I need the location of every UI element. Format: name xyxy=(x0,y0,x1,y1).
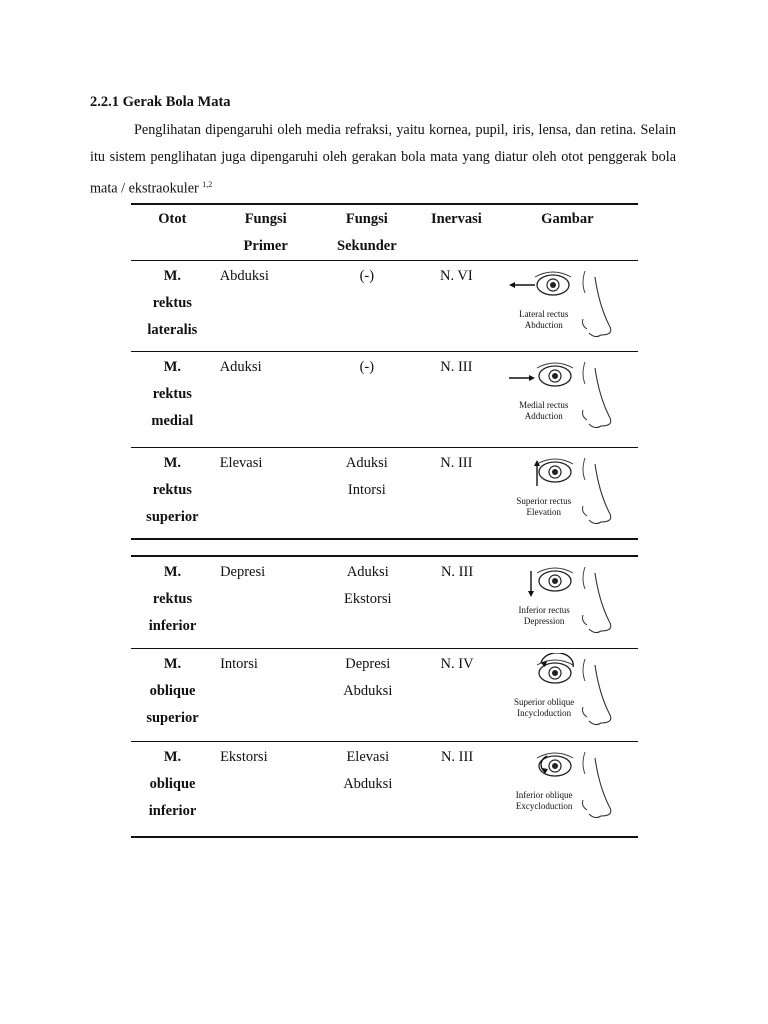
figure-caption-muscle: Superior oblique xyxy=(513,696,575,707)
muscle-name-cell: M. rektus superior xyxy=(146,455,199,525)
muscle-name-cell: M. oblique inferior xyxy=(148,748,197,819)
secondary-function-cell: (-) xyxy=(359,359,375,375)
figure-cell xyxy=(497,556,638,648)
primary-function-cell: Intorsi xyxy=(220,655,258,672)
figure-caption-movement: Depression xyxy=(523,616,565,626)
header-inervasi: Inervasi xyxy=(430,211,482,227)
intro-paragraph xyxy=(90,117,676,203)
eye-muscle-table-part-2 xyxy=(131,555,638,838)
table-row xyxy=(131,261,638,352)
eye-diagram-icon xyxy=(501,452,631,532)
muscle-name-cell: M. rektus medial xyxy=(151,359,194,429)
header-gambar: Gambar xyxy=(541,211,594,227)
table-row xyxy=(131,741,638,837)
primary-function-cell: Elevasi xyxy=(219,455,263,471)
primary-function-cell: Abduksi xyxy=(219,268,269,284)
primary-function-cell: Ekstorsi xyxy=(220,748,268,765)
secondary-function-cell: Elevasi Abduksi xyxy=(343,748,393,792)
innervation-cell: N. VI xyxy=(439,268,473,284)
figure-cell xyxy=(497,448,638,540)
table-row xyxy=(131,352,638,448)
figure-caption-muscle: Inferior oblique xyxy=(515,789,573,800)
primary-function-cell: Aduksi xyxy=(219,359,262,375)
figure-caption-muscle: Medial rectus xyxy=(519,400,569,410)
figure-cell xyxy=(497,352,638,448)
figure-caption-muscle: Lateral rectus xyxy=(519,309,569,319)
figure-cell xyxy=(497,261,638,352)
section-heading: 2.2.1 Gerak Bola Mata xyxy=(90,94,231,110)
muscle-name-cell: M. rektus lateralis xyxy=(147,268,198,338)
eye-diagram-icon xyxy=(501,356,631,436)
table-row xyxy=(131,556,638,648)
secondary-function-cell: Aduksi Intorsi xyxy=(345,455,388,498)
eye-movement-figure xyxy=(501,354,638,442)
muscle-name-cell: M. rektus inferior xyxy=(148,564,197,634)
secondary-function-cell: (-) xyxy=(359,268,375,284)
figure-cell xyxy=(497,741,638,837)
innervation-cell: N. III xyxy=(440,748,474,765)
innervation-cell: N. III xyxy=(440,359,473,375)
innervation-cell: N. III xyxy=(440,564,474,580)
figure-caption-movement: Excycloduction xyxy=(515,800,573,811)
figure-cell xyxy=(497,648,638,741)
secondary-function-cell: Depresi Abduksi xyxy=(343,655,393,699)
figure-caption-muscle: Inferior rectus xyxy=(518,605,570,615)
header-fungsi-sekunder: Fungsi Sekunder xyxy=(337,211,397,254)
table-row xyxy=(131,648,638,741)
eye-diagram-icon xyxy=(501,561,631,641)
table-body-1 xyxy=(131,261,638,540)
innervation-cell: N. IV xyxy=(440,655,474,672)
eye-movement-figure xyxy=(501,263,638,351)
figure-caption-movement: Abduction xyxy=(524,320,563,330)
eye-diagram-icon xyxy=(501,746,631,826)
table-body-2 xyxy=(131,556,638,837)
table-row xyxy=(131,448,638,540)
header-fungsi-primer: Fungsi Primer xyxy=(243,211,288,254)
figure-caption-movement: Adduction xyxy=(524,411,563,421)
figure-caption-movement: Incycloduction xyxy=(517,707,572,718)
eye-movement-figure xyxy=(501,450,638,538)
eye-diagram-icon xyxy=(501,265,631,345)
figure-caption-movement: Elevation xyxy=(526,507,561,517)
innervation-cell: N. III xyxy=(440,455,473,471)
paragraph-text: Penglihatan dipengaruhi oleh media refraksi, yaitu kornea, pupil, iris, lensa, dan retina. Selain itu sistem penglihatan juga dipengaruhi oleh gerakan bola mata yang diatur oleh otot penggerak bola mata / ekstraokuler xyxy=(90,122,676,197)
eye-movement-figure xyxy=(501,559,638,647)
secondary-function-cell: Aduksi Ekstorsi xyxy=(344,564,392,607)
reference-superscript: 1,2 xyxy=(202,180,213,189)
eye-movement-figure xyxy=(501,651,638,739)
eye-movement-figure xyxy=(501,744,638,832)
primary-function-cell: Depresi xyxy=(220,564,266,580)
eye-muscle-table-part-1 xyxy=(131,203,638,540)
eye-diagram-icon xyxy=(501,653,631,733)
muscle-name-cell: M. oblique superior xyxy=(146,655,199,726)
figure-caption-muscle: Superior rectus xyxy=(516,496,572,506)
table-header-row xyxy=(131,204,638,261)
header-otot: Otot xyxy=(158,211,187,227)
